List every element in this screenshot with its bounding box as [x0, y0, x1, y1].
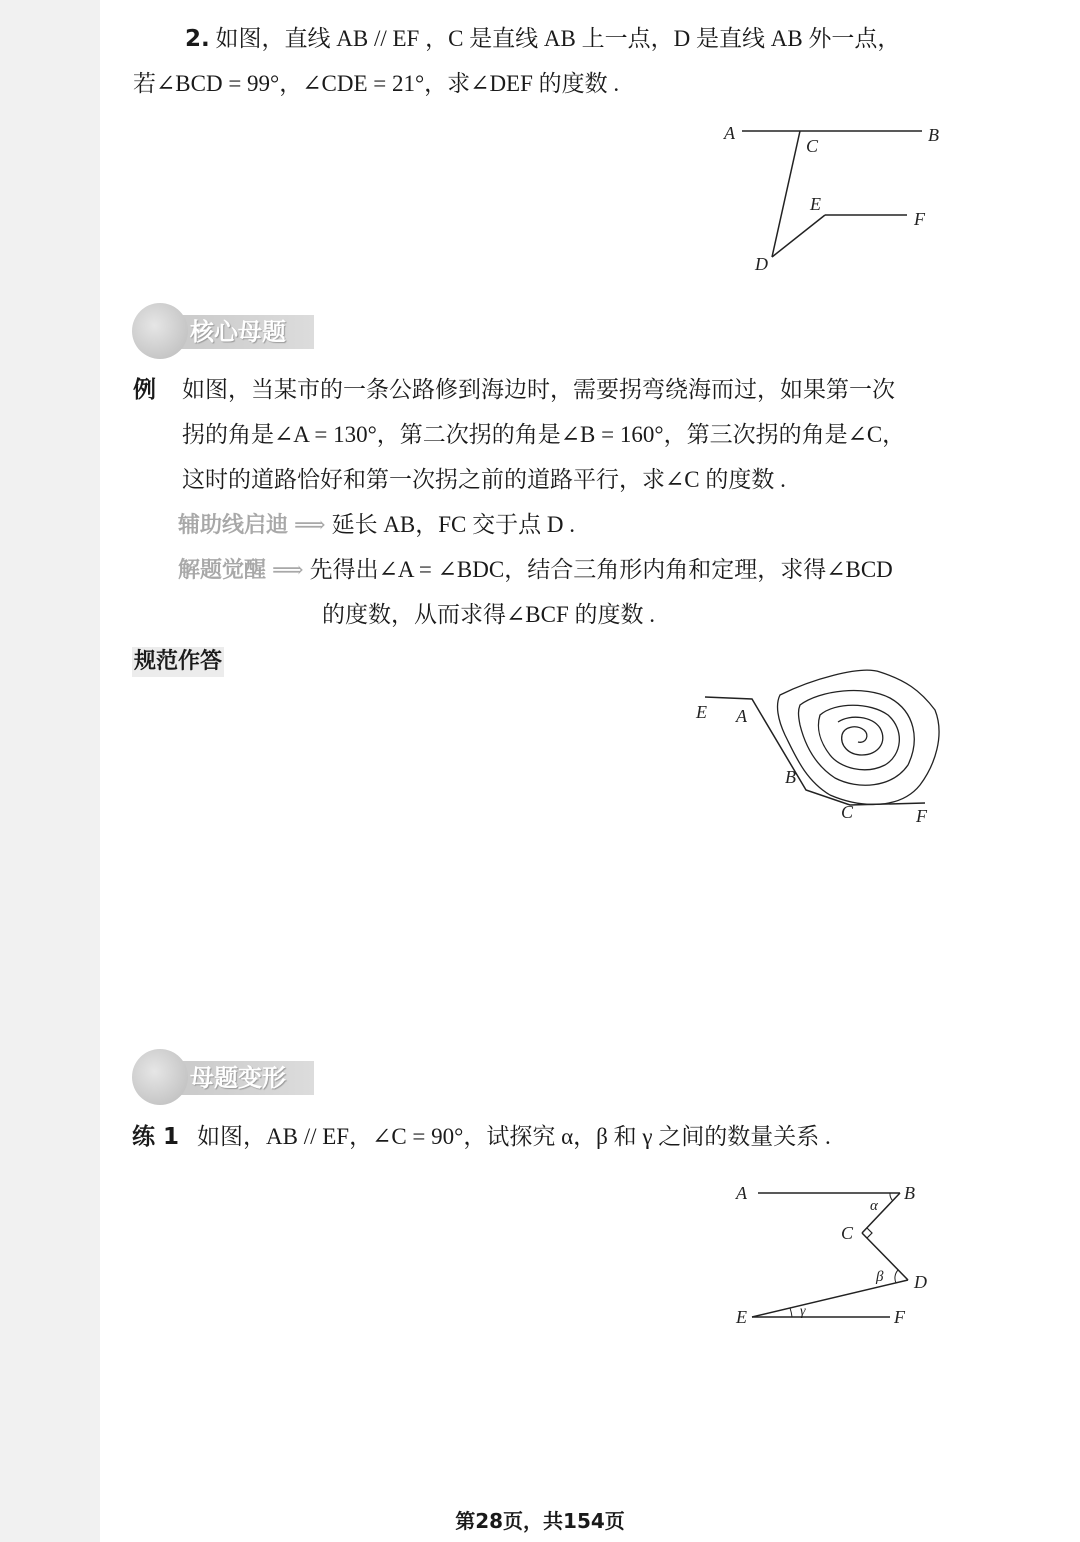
solve-hint-text-2: 的度数，从而求得∠BCF 的度数 .: [322, 602, 655, 627]
arrow-icon: ⟹: [294, 512, 326, 537]
aux-hint-line: [178, 510, 575, 541]
fig2-label-b: B: [785, 767, 796, 787]
page-footer: 第28页，共154页: [455, 1509, 625, 1533]
problem-2-line-1: [185, 24, 900, 54]
road-sea-figure: [680, 660, 960, 840]
fig2-label-f: F: [916, 806, 927, 826]
answer-heading: 规范作答: [132, 647, 224, 677]
segment-de: [752, 1280, 908, 1317]
fig3-label-gamma: γ: [800, 1304, 806, 1319]
fig2-label-a: A: [736, 706, 747, 726]
banner-emblem: [132, 303, 188, 359]
fig3-label-b: B: [904, 1183, 915, 1203]
coast-contour-3: [818, 705, 899, 769]
problem-2-line-2: 若∠BCD = 99°，∠CDE = 21°，求∠DEF 的度数 .: [133, 71, 620, 96]
example-line-2: 拐的角是∠A = 130°，第二次拐的角是∠B = 160°，第三次拐的角是∠C，: [182, 422, 906, 447]
example-line-1: 如图，当某市的一条公路修到海边时，需要拐弯绕海而过，如果第一次: [182, 377, 895, 402]
example-label: 例: [133, 377, 156, 403]
solve-hint-label: 解题觉醒: [178, 558, 267, 583]
fig2-label-c: C: [841, 802, 854, 822]
coast-spiral: [838, 717, 883, 755]
core-section-title: 核心母题: [190, 318, 286, 346]
fig1-label-a: A: [724, 123, 735, 143]
alpha-arc: [890, 1193, 893, 1201]
gamma-arc: [790, 1308, 792, 1317]
exercise-figure: [720, 1175, 950, 1335]
segment-bc: [862, 1193, 900, 1233]
solve-hint-line: [178, 555, 893, 586]
segment-cd: [862, 1233, 908, 1280]
problem-2-text-1: 如图，直线 AB // EF ，C 是直线 AB 上一点，D 是直线 AB 外一点，: [215, 26, 901, 51]
fig1-label-c: C: [806, 136, 819, 156]
fig3-label-e: E: [736, 1307, 747, 1327]
beta-arc: [895, 1270, 898, 1283]
fig3-label-f: F: [894, 1307, 905, 1327]
exercise-text: 如图，AB // EF，∠C = 90°，试探究 α，β 和 γ 之间的数量关系 .: [197, 1124, 831, 1149]
core-section-banner: [132, 303, 332, 359]
fig2-label-e: E: [696, 702, 707, 722]
fig3-label-d: D: [914, 1272, 927, 1292]
fig3-label-beta: β: [876, 1269, 884, 1285]
fig1-label-b: B: [928, 125, 939, 145]
exercise-label: 练 1: [132, 1124, 180, 1150]
fig1-label-d: D: [755, 254, 768, 274]
fig1-label-f: F: [914, 209, 925, 229]
arrow-icon: ⟹: [272, 557, 304, 582]
variant-section-banner: [132, 1049, 332, 1105]
fig3-label-c: C: [841, 1223, 854, 1243]
fig3-label-a: A: [736, 1183, 747, 1203]
banner-emblem: [132, 1049, 188, 1105]
solve-hint-text-1: 先得出∠A = ∠BDC，结合三角形内角和定理，求得∠BCD: [309, 557, 893, 582]
problem-number: 2.: [185, 26, 210, 52]
fig1-label-e: E: [810, 194, 821, 214]
variant-section-title: 母题变形: [190, 1064, 286, 1092]
fig3-label-alpha: α: [870, 1198, 878, 1214]
aux-hint-label: 辅助线启迪: [178, 513, 289, 538]
aux-hint-text: 延长 AB，FC 交于点 D .: [331, 512, 576, 537]
right-angle-mark: [867, 1228, 872, 1238]
binding-margin: [0, 0, 100, 1542]
problem-2-figure: [700, 115, 960, 285]
example-line-3: 这时的道路恰好和第一次拐之前的道路平行，求∠C 的度数 .: [182, 467, 786, 492]
